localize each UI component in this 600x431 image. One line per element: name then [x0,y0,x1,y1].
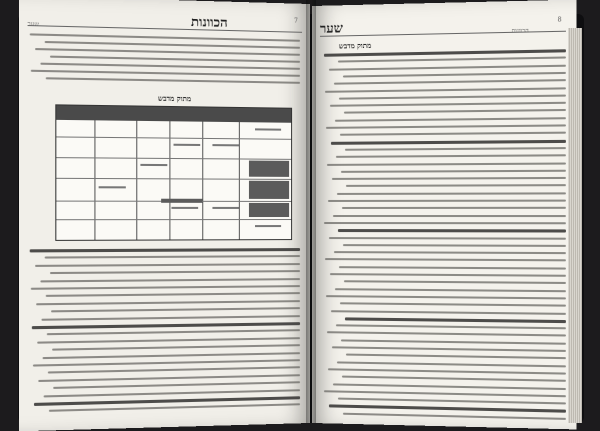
text-line [346,354,566,360]
table-row [56,157,291,160]
text-line [345,317,566,323]
table-cell-line [140,164,167,166]
text-line [30,33,300,41]
text-line [338,57,566,63]
table-row [56,136,291,139]
text-line [332,346,566,352]
text-line [341,339,566,344]
text-line [331,310,566,315]
text-line [341,170,566,173]
right-header-word: שער [319,21,343,37]
text-line [327,162,566,165]
text-line [51,307,300,312]
right-header [320,17,343,37]
text-line [337,192,566,195]
text-line [31,70,300,77]
text-line [343,412,566,419]
left-header-word: הכוונות [190,14,228,31]
text-line [336,154,566,158]
left-text-block-top [19,0,310,4]
text-line [52,344,300,350]
table-cell-line [212,144,238,146]
text-line [331,139,566,144]
text-line [335,288,566,292]
text-line [40,278,300,282]
text-line [340,132,566,136]
text-line [338,398,566,405]
text-line [48,367,300,374]
table-cell-line [99,186,126,188]
text-line [333,383,566,390]
text-line [31,285,300,290]
text-line [337,361,566,367]
text-line [343,72,566,78]
table-cell-line [212,207,238,209]
table-col-5 [239,122,240,239]
left-table-heading: מתוק מדבש [157,93,192,104]
text-line [328,368,566,374]
table-dark-cell [249,161,289,177]
text-line [46,292,300,297]
text-line [344,281,566,285]
text-line [342,376,566,382]
text-line [329,405,566,413]
text-line [46,77,300,84]
left-header-rule [28,25,302,33]
text-line [35,48,300,56]
text-line [330,273,566,277]
kabbalah-table [55,104,292,241]
table-col-4 [202,122,203,240]
text-line [37,337,300,343]
right-text-block [312,0,577,6]
text-line [332,177,566,180]
table-row [56,178,291,180]
text-line [33,359,300,366]
text-line [50,270,300,274]
text-line [41,315,300,321]
table-dark-cell [249,181,289,199]
text-line [47,330,300,336]
text-line [40,63,300,70]
text-line [35,263,300,267]
text-line [329,64,566,70]
text-line [330,102,566,107]
text-line [50,56,300,63]
table-dark-cell [249,203,289,217]
text-line [338,229,566,232]
text-line [324,222,566,224]
text-line [334,79,566,85]
text-line [343,244,566,247]
right-page-number: 8 [557,16,562,24]
table-cell-line [255,128,281,130]
right-box-heading: מתוק מדבש [338,40,372,51]
left-header-sub [28,10,39,30]
right-header-sub [511,17,528,37]
text-line [339,94,566,99]
page-edges [568,28,582,423]
text-line [333,215,566,217]
table-row [56,219,291,220]
table-cell-line [174,144,201,146]
text-line [36,300,300,305]
text-line [345,147,566,151]
right-page [312,0,577,429]
table-dark-cell [161,199,202,203]
table-col-3 [169,121,170,239]
text-line [327,332,566,337]
text-line [49,404,300,413]
text-line [324,390,566,397]
text-line [339,266,566,269]
left-header [191,11,228,31]
left-page-number: 7 [294,17,298,25]
text-line [44,389,300,397]
text-line [346,185,566,188]
table-col-2 [136,121,137,240]
text-line [328,200,566,202]
text-line [325,258,566,261]
text-line [32,322,300,329]
text-line [325,87,566,92]
table-header-bar [56,105,291,122]
text-line [336,324,566,329]
table-cell-line [255,225,281,227]
text-line [326,124,566,128]
text-line [335,117,566,122]
text-line [324,49,566,57]
text-line [334,251,566,254]
text-line [342,207,566,209]
book-gutter [306,0,316,423]
left-text-block-bottom [19,0,310,4]
text-line [329,237,566,240]
text-line [30,248,300,252]
text-line [43,352,301,359]
text-line [344,109,566,114]
text-line [45,41,300,49]
text-line [45,255,300,259]
text-line [326,295,566,299]
text-line [38,374,300,382]
left-page [19,0,310,431]
text-line [53,381,300,389]
table-cell-line [171,207,198,209]
text-line [340,302,566,306]
table-col-1 [94,120,95,239]
